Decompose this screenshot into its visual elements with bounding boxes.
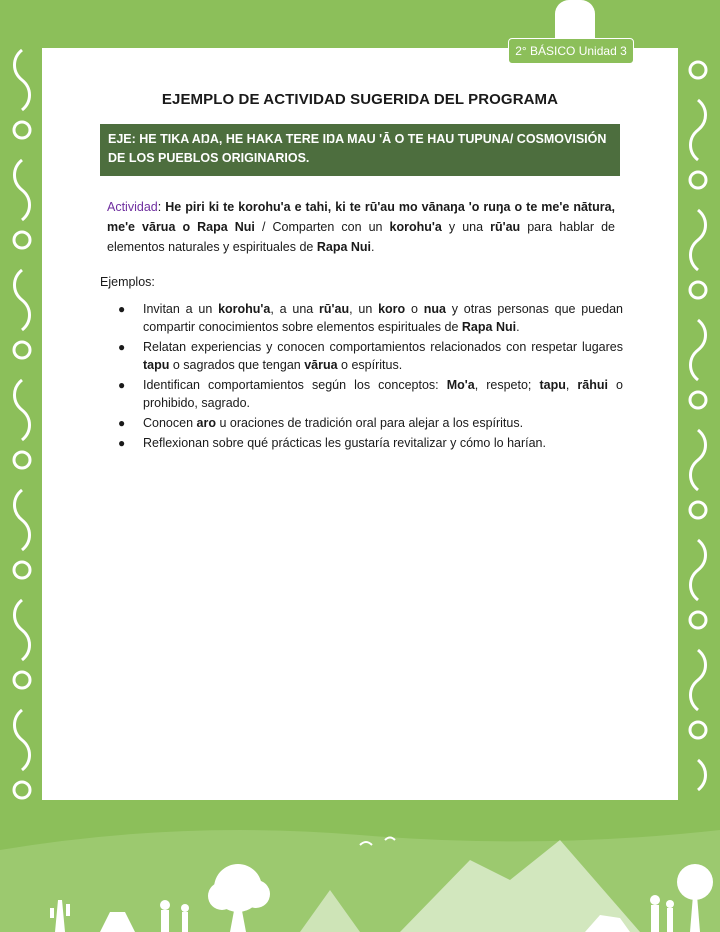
activity-text: para hablar de elementos naturales y espirituales de (107, 220, 616, 254)
list-item: ● Identifican comportamientos según los conceptos: Mo'a, respeto; tapu, rāhui o prohibido, sagrado. (118, 378, 623, 410)
examples-heading: Ejemplos: (100, 275, 155, 289)
page-title: EJEMPLO DE ACTIVIDAD SUGERIDA DEL PROGRAMA (161, 91, 559, 108)
unit-badge: 2° BÁSICO Unidad 3 (508, 38, 634, 64)
left-border-pattern (4, 30, 40, 830)
list-item: ● Reflexionan sobre qué prácticas les gustaría revitalizar y cómo lo harían. (118, 436, 546, 450)
list-item: ● Invitan a un korohu'a, a una rū'au, un koro o nua y otras personas que puedan compartir conocimientos sobre elementos espirituales de Rapa Nui. (118, 302, 623, 334)
examples-list (118, 300, 623, 454)
activity-paragraph (107, 197, 615, 257)
eje-heading-box (100, 124, 620, 176)
right-border-pattern (680, 30, 716, 830)
list-item: ● Relatan experiencias y conocen comportamientos relacionados con respetar lugares tapu o sagrados que tengan vārua o espíritus. (118, 340, 623, 372)
activity-term: korohu'a (389, 220, 442, 234)
bullet-icon: ● (118, 340, 126, 354)
footer-landscape-illustration (0, 800, 720, 932)
activity-term: Rapa Nui (316, 240, 372, 254)
bullet-icon: ● (118, 436, 126, 450)
activity-rapanui-title: He piri ki te korohu'a e tahi, ki te rū'au mo vānaŋa 'o ruŋa o te me'e nātura, me'e vārua o Rapa Nui (107, 200, 615, 234)
activity-text: / Comparten con un (254, 220, 390, 234)
bullet-icon: ● (118, 378, 126, 392)
activity-text: . (371, 240, 375, 254)
list-item: ● Conocen aro u oraciones de tradición oral para alejar a los espíritus. (118, 416, 524, 430)
bullet-icon: ● (118, 302, 126, 316)
activity-label: Actividad (107, 200, 158, 214)
activity-sep: : (157, 200, 166, 214)
activity-term: rū'au (490, 220, 521, 234)
bullet-icon: ● (118, 416, 126, 430)
eje-heading-text: EJE: HE TIKA AŊA, HE HAKA TERE IŊA MAU 'Ā O TE HAU TUPUNA/ COSMOVISIÓN DE LOS PUEBLOS ORIGINARIOS. (108, 132, 607, 165)
activity-text: y una (441, 220, 491, 234)
